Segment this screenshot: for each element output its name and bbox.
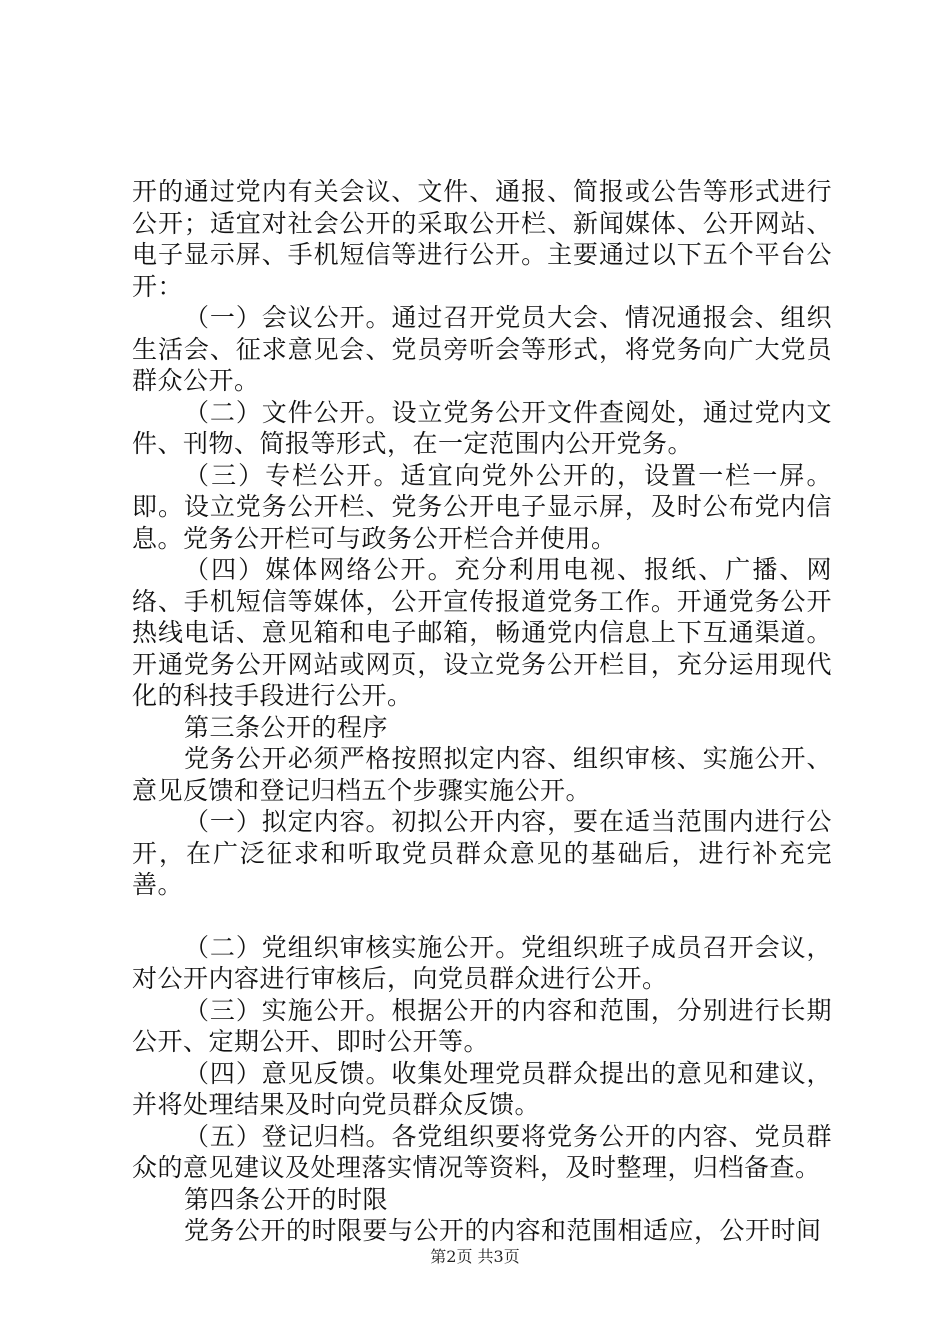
paragraph-continuation: 开的通过党内有关会议、文件、通报、简报或公告等形式进行公开；适宜对社会公开的采取公开栏、新闻媒体、公开网站、电子显示屏、手机短信等进行公开。主要通过以下五个平台公开： [132,177,832,301]
paragraph-column-disclosure: （三）专栏公开。适宜向党外公开的，设置一栏一屏。即。设立党务公开栏、党务公开电子显示屏，及时公布党内信息。党务公开栏可与政务公开栏合并使用。 [132,460,832,553]
paragraph-media-disclosure: （四）媒体网络公开。充分利用电视、报纸、广播、网络、手机短信等媒体，公开宣传报道党务工作。开通党务公开热线电话、意见箱和电子邮箱，畅通党内信息上下互通渠道。开通党务公开网站或网页，设立党务公开栏目，充分运用现代化的科技手段进行公开。 [132,555,832,710]
paragraph-implement: （三）实施公开。根据公开的内容和范围，分别进行长期公开、定期公开、即时公开等。 [132,995,832,1056]
document-body [132,176,832,1247]
paragraph-meeting-disclosure: （一）会议公开。通过召开党员大会、情况通报会、组织生活会、征求意见会、党员旁听会等形式，将党务向广大党员群众公开。 [132,303,832,395]
paragraph-document-disclosure: （二）文件公开。设立党务公开文件查阅处，通过党内文件、刊物、简报等形式，在一定范围内公开党务。 [132,397,832,458]
section-heading-procedure: 第三条公开的程序 [184,712,389,742]
paragraph-draft-content: （一）拟定内容。初拟公开内容，要在适当范围内进行公开，在广泛征求和听取党员群众意见的基础后，进行补充完善。 [132,807,832,899]
page-footer: 第2页 共3页 [430,1247,520,1266]
section-heading-time-limit: 第四条公开的时限 [184,1184,389,1214]
paragraph-feedback: （四）意见反馈。收集处理党员群众提出的意见和建议，并将处理结果及时向党员群众反馈。 [132,1058,832,1119]
paragraph-gap [132,901,832,932]
paragraph-time-limit: 党务公开的时限要与公开的内容和范围相适应，公开时间 [184,1216,822,1245]
paragraph-review: （二）党组织审核实施公开。党组织班子成员召开会议，对公开内容进行审核后，向党员群众进行公开。 [132,932,832,993]
paragraph-archive: （五）登记归档。各党组织要将党务公开的内容、党员群众的意见建议及处理落实情况等资料，及时整理，归档备查。 [132,1121,832,1182]
paragraph-procedure-intro: 党务公开必须严格按照拟定内容、组织审核、实施公开、意见反馈和登记归档五个步骤实施公开。 [132,744,832,805]
